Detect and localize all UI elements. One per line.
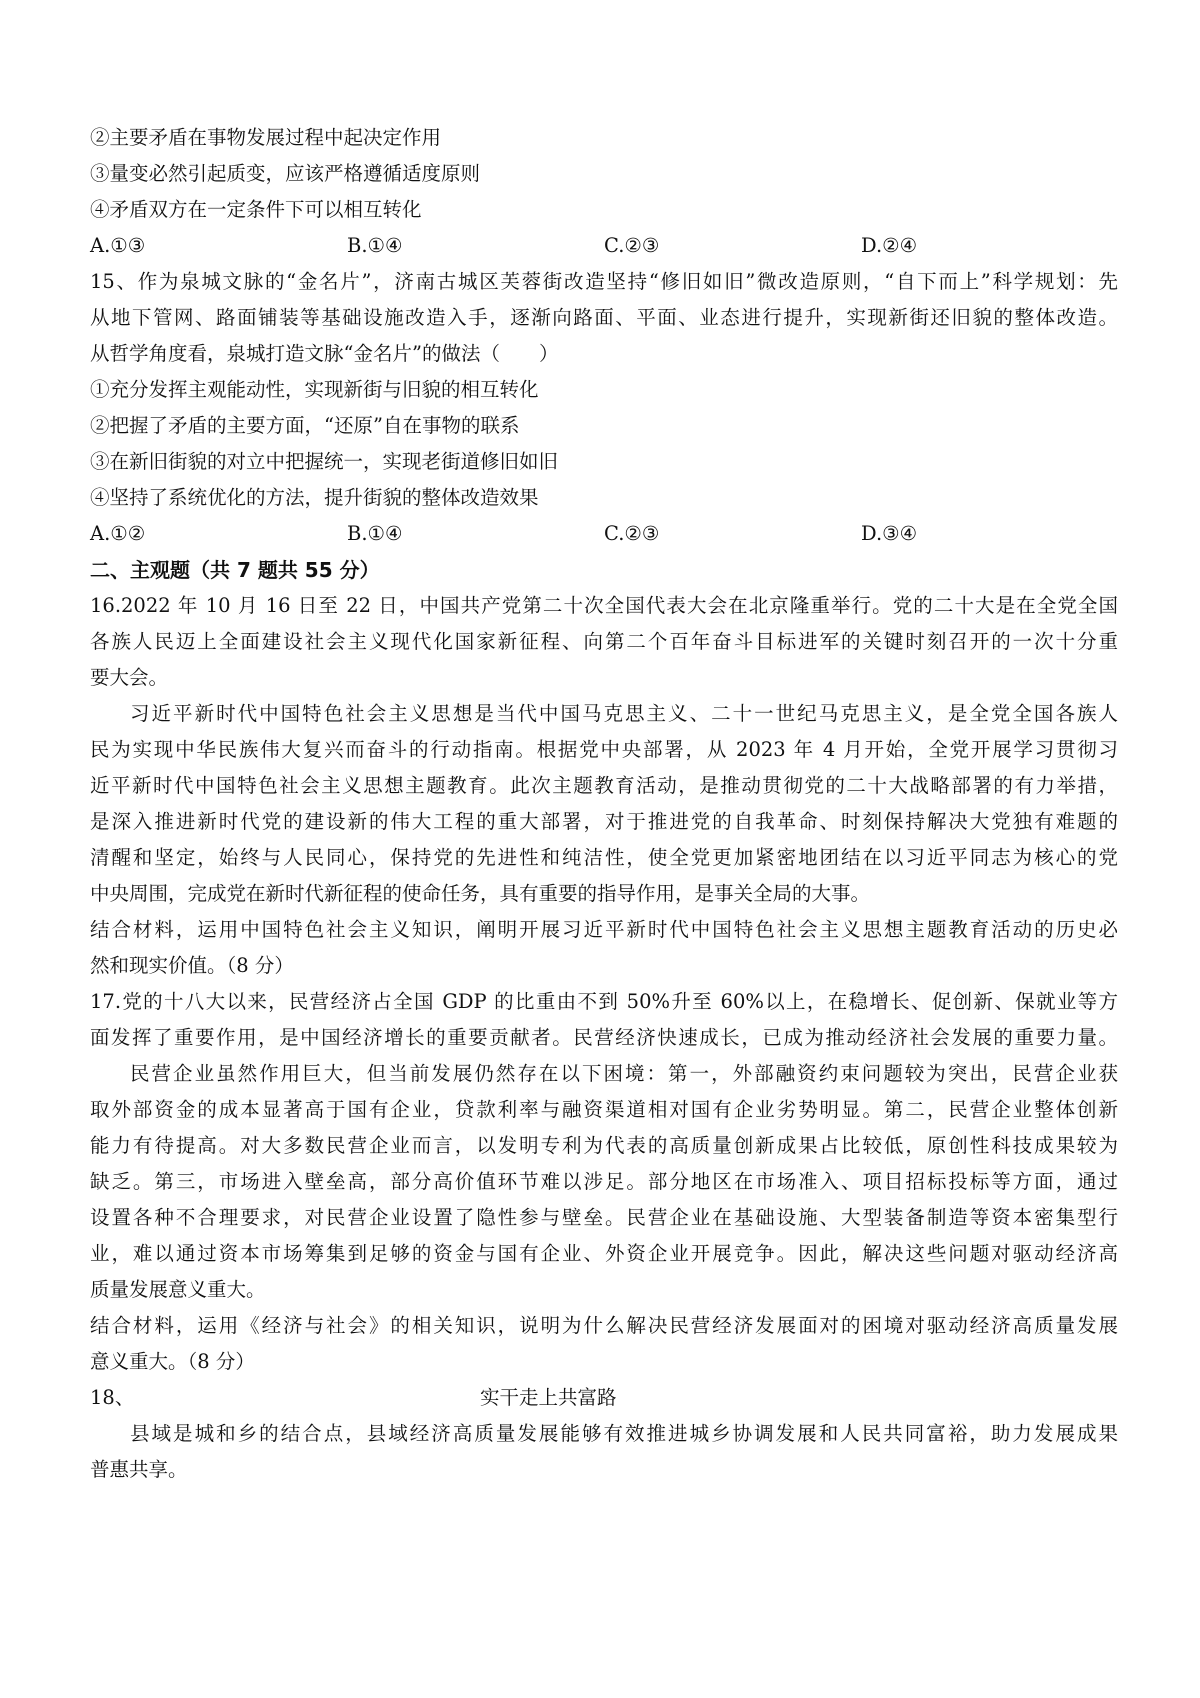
q16-para2-line: 清醒和坚定，始终与人民同心，保持党的先进性和纯洁性，使全党更加紧密地团结在以习近平同志为核心的党 bbox=[90, 846, 1118, 869]
q14-option-a: A.①③ bbox=[90, 234, 146, 257]
q17-para2-line: 业，难以通过资本市场筹集到足够的资金与国有企业、外资企业开展竞争。因此，解决这些问题对驱动经济高 bbox=[90, 1242, 1118, 1265]
q15-stem-line: 从地下管网、路面铺装等基础设施改造入手，逐渐向路面、平面、业态进行提升，实现新街还旧貌的整体改造。 bbox=[90, 306, 1118, 329]
q15-stem-line: 从哲学角度看，泉城打造文脉“金名片”的做法（ ） bbox=[90, 342, 559, 365]
q18 bbox=[90, 1380, 1118, 1488]
q15-option-d: D.③④ bbox=[861, 522, 918, 545]
q15-options bbox=[90, 516, 1118, 552]
exam-page bbox=[90, 120, 1118, 1488]
q15-item: ④坚持了系统优化的方法，提升街貌的整体改造效果 bbox=[90, 486, 539, 509]
q16-para2-line: 习近平新时代中国特色社会主义思想是当代中国马克思主义、二十一世纪马克思主义，是全党全国各族人 bbox=[130, 702, 1118, 725]
q17-para2-line: 能力有待提高。对大多数民营企业而言，以发明专利为代表的高质量创新成果占比较低，原创性科技成果较为 bbox=[90, 1134, 1118, 1157]
q14-option-b: B.①④ bbox=[347, 234, 403, 257]
q15-stem bbox=[90, 264, 1118, 372]
q16-para1-line: 16.2022 年 10 月 16 日至 22 日，中国共产党第二十次全国代表大会在北京隆重举行。党的二十大是在全党全国 bbox=[90, 594, 1118, 617]
q15-item: ③在新旧街貌的对立中把握统一，实现老街道修旧如旧 bbox=[90, 450, 559, 473]
q17-para2-line: 取外部资金的成本显著高于国有企业，贷款利率与融资渠道相对国有企业劣势明显。第二，民营企业整体创新 bbox=[90, 1098, 1118, 1121]
q16-para2-line: 近平新时代中国特色社会主义思想主题教育。此次主题教育活动，是推动贯彻党的二十大战略部署的有力举措， bbox=[90, 774, 1118, 797]
q17 bbox=[90, 984, 1118, 1380]
q16-question-line: 然和现实价值。（8 分） bbox=[90, 954, 294, 977]
q14-item: ③量变必然引起质变，应该严格遵循适度原则 bbox=[90, 162, 481, 185]
q17-question-line: 意义重大。（8 分） bbox=[90, 1350, 255, 1373]
q16-para2-line: 中央周围，完成党在新时代新征程的使命任务，具有重要的指导作用，是事关全局的大事。 bbox=[90, 882, 871, 905]
q15-stem-line: 15、作为泉城文脉的“金名片”，济南古城区芙蓉街改造坚持“修旧如旧”微改造原则，“自下而上”科学规划：先 bbox=[90, 270, 1118, 293]
q14-item: ②主要矛盾在事物发展过程中起决定作用 bbox=[90, 126, 442, 149]
q16-para2-line: 是深入推进新时代党的建设新的伟大工程的重大部署，对于推进党的自我革命、时刻保持解决大党独有难题的 bbox=[90, 810, 1118, 833]
q16-para2-line: 民为实现中华民族伟大复兴而奋斗的行动指南。根据党中央部署，从 2023 年 4 月开始，全党开展学习贯彻习 bbox=[90, 738, 1118, 761]
q14-items bbox=[90, 120, 1118, 228]
q18-number: 18、 bbox=[90, 1386, 135, 1409]
section-heading: 二、主观题（共 7 题共 55 分） bbox=[90, 558, 380, 582]
q17-para1-line: 面发挥了重要作用，是中国经济增长的重要贡献者。民营经济快速成长，已成为推动经济社会发展的重要力量。 bbox=[90, 1026, 1118, 1049]
q17-para2-line: 民营企业虽然作用巨大，但当前发展仍然存在以下困境：第一，外部融资约束问题较为突出，民营企业获 bbox=[130, 1062, 1118, 1085]
q14-option-d: D.②④ bbox=[861, 234, 918, 257]
q14-option-c: C.②③ bbox=[604, 234, 660, 257]
q16 bbox=[90, 588, 1118, 984]
q18-para1-line: 普惠共享。 bbox=[90, 1458, 188, 1481]
q15-items bbox=[90, 372, 1118, 516]
q18-title-row bbox=[90, 1380, 1118, 1416]
q18-title: 实干走上共富路 bbox=[480, 1386, 617, 1409]
q16-question-line: 结合材料，运用中国特色社会主义知识，阐明开展习近平新时代中国特色社会主义思想主题教育活动的历史必 bbox=[90, 918, 1118, 941]
q17-question-line: 结合材料，运用《经济与社会》的相关知识，说明为什么解决民营经济发展面对的困境对驱动经济高质量发展 bbox=[90, 1314, 1118, 1337]
q16-para1-line: 各族人民迈上全面建设社会主义现代化国家新征程、向第二个百年奋斗目标进军的关键时刻召开的一次十分重 bbox=[90, 630, 1118, 653]
q15-option-c: C.②③ bbox=[604, 522, 660, 545]
q15-option-a: A.①② bbox=[90, 522, 146, 545]
q16-para1-line: 要大会。 bbox=[90, 666, 169, 689]
q17-para2-line: 缺乏。第三，市场进入壁垒高，部分高价值环节难以涉足。部分地区在市场准入、项目招标投标等方面，通过 bbox=[90, 1170, 1118, 1193]
q15-option-b: B.①④ bbox=[347, 522, 403, 545]
q17-para2-line: 设置各种不合理要求，对民营企业设置了隐性参与壁垒。民营企业在基础设施、大型装备制造等资本密集型行 bbox=[90, 1206, 1118, 1229]
q14-item: ④矛盾双方在一定条件下可以相互转化 bbox=[90, 198, 422, 221]
q14-options bbox=[90, 228, 1118, 264]
q17-para1-line: 17.党的十八大以来，民营经济占全国 GDP 的比重由不到 50%升至 60%以上，在稳增长、促创新、保就业等方 bbox=[90, 990, 1118, 1013]
q18-para1-line: 县域是城和乡的结合点，县域经济高质量发展能够有效推进城乡协调发展和人民共同富裕，助力发展成果 bbox=[130, 1422, 1118, 1445]
q15-item: ②把握了矛盾的主要方面，“还原”自在事物的联系 bbox=[90, 414, 520, 437]
q15-item: ①充分发挥主观能动性，实现新街与旧貌的相互转化 bbox=[90, 378, 539, 401]
q17-para2-line: 质量发展意义重大。 bbox=[90, 1278, 266, 1301]
